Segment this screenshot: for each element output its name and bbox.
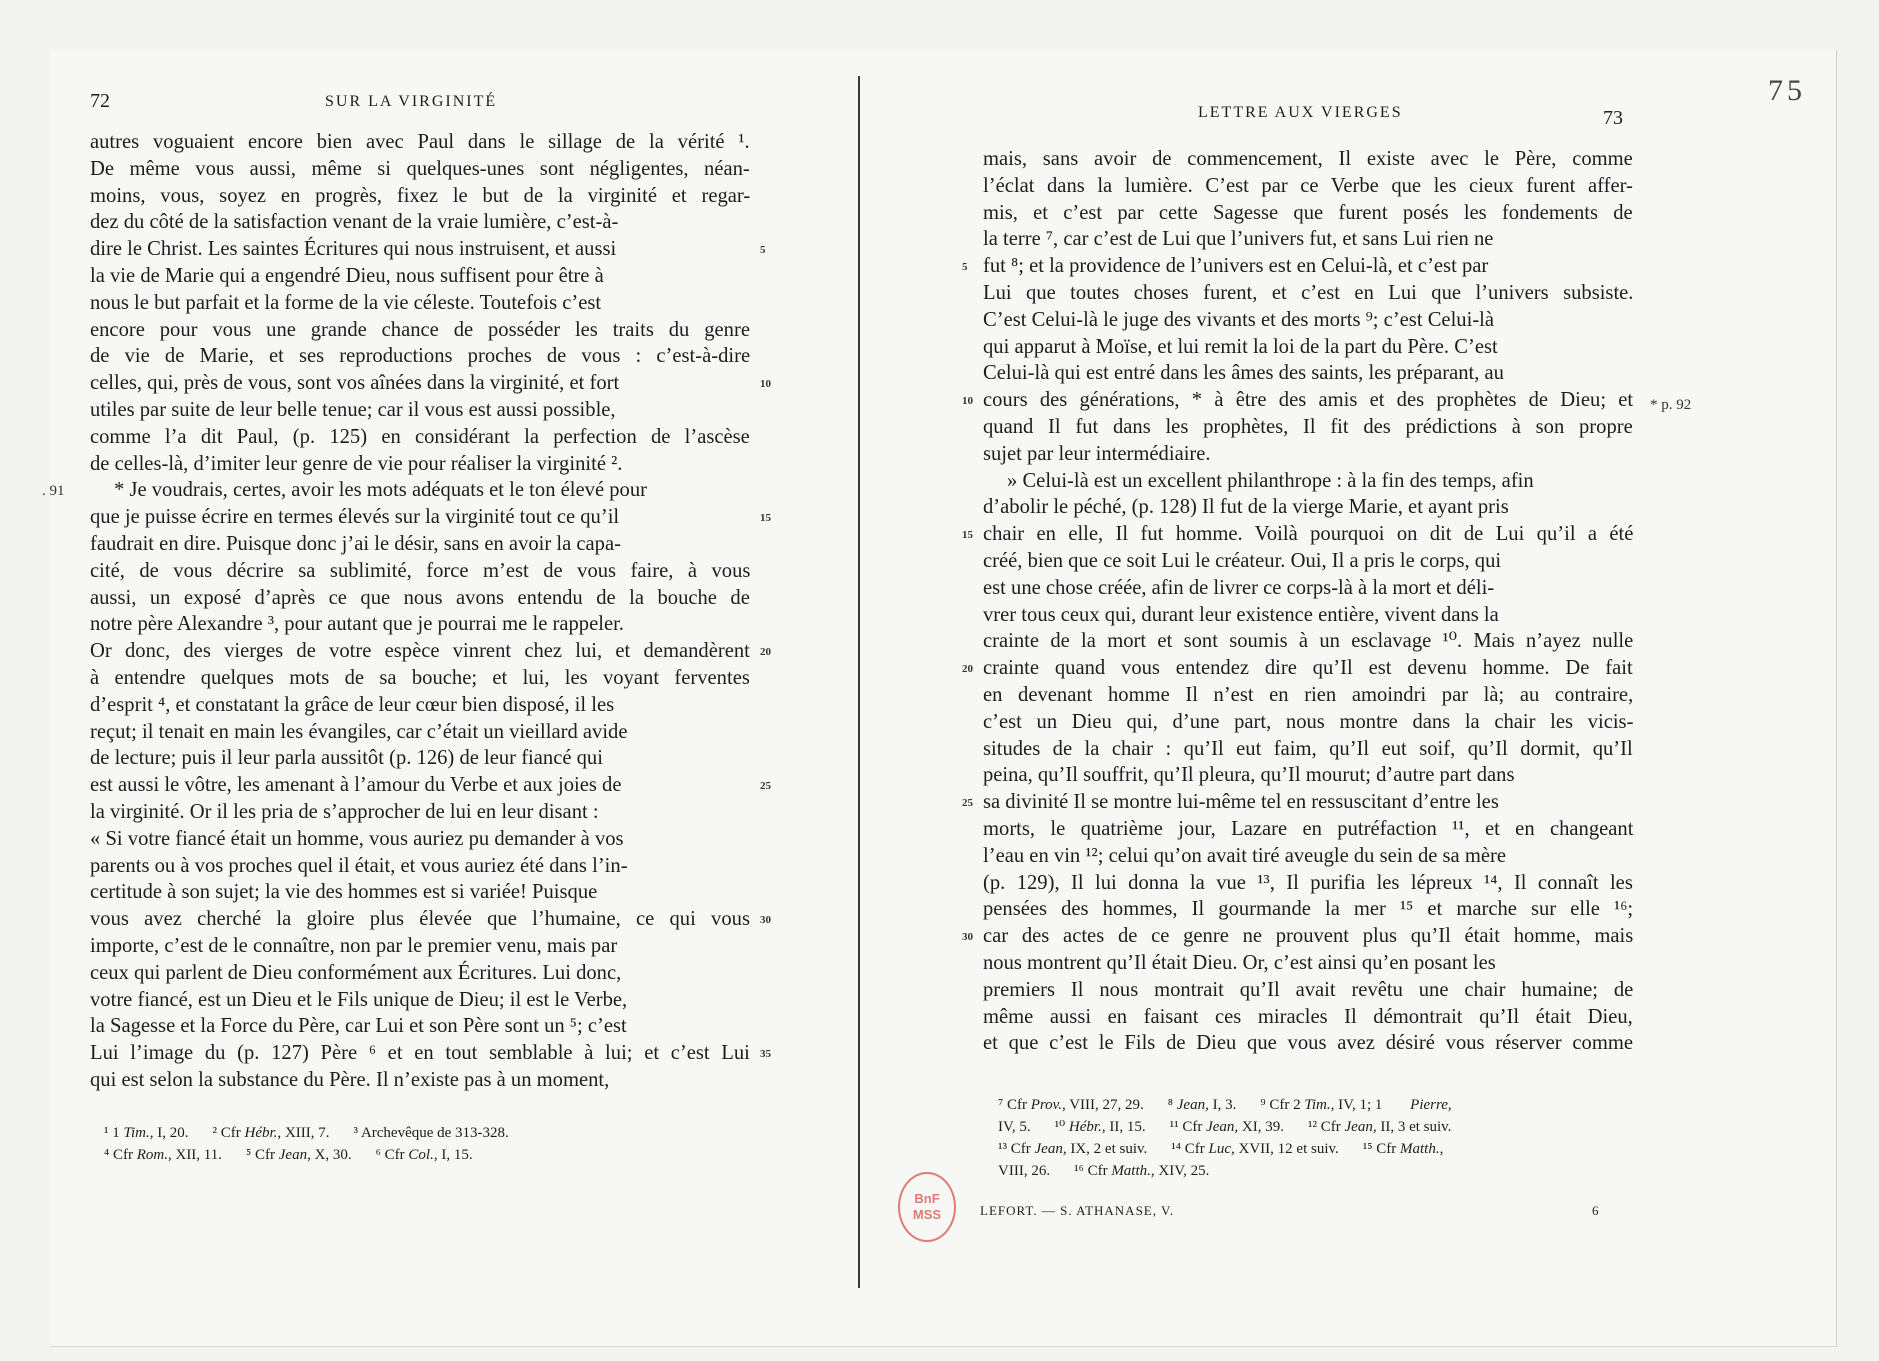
footnote-text: Cfr <box>1182 1119 1207 1135</box>
footnote <box>998 1097 1144 1113</box>
footnote-book: Jean, <box>1034 1141 1067 1157</box>
footnote-text: Cfr <box>1184 1141 1209 1157</box>
footnote-book: Matth., <box>1400 1141 1444 1157</box>
footnote-marker: ³ <box>353 1125 361 1141</box>
footnote-line <box>104 1144 533 1166</box>
text-line: car des actes de ce genre ne prouvent plus qu’Il était homme, mais <box>983 925 1634 948</box>
footnote-marker: ⁶ <box>375 1147 385 1163</box>
text-line: notre père Alexandre ³, pour autant que je pourrai me le rappeler. <box>90 613 624 636</box>
footnote-ref: XIII, 7. <box>281 1125 330 1141</box>
footnote <box>998 1119 1031 1135</box>
text-line: Or donc, des vierges de votre espèce vinrent chez lui, et demandèrent <box>90 640 750 663</box>
text-line: qui est selon la substance du Père. Il n’existe pas à un moment, <box>90 1068 610 1091</box>
text-line: crainte quand vous entendez dire qu’Il est devenu homme. De fait <box>983 657 1633 680</box>
footnote <box>104 1147 222 1163</box>
stamp-line-1: BnF <box>914 1191 940 1206</box>
footnote-marker: ⁹ <box>1260 1097 1270 1113</box>
footnote-marker: ¹² <box>1308 1119 1321 1135</box>
footnote-ref: IX, 2 et suiv. <box>1066 1141 1148 1157</box>
text-line: à entendre quelques mots de sa bouche; et lui, les voyant ferventes <box>90 666 750 689</box>
library-stamp <box>898 1172 956 1242</box>
text-line: sa divinité Il se montre lui-même tel en ressuscitant d’entre les <box>983 791 1499 814</box>
footnote-book: Rom., <box>136 1147 172 1163</box>
text-line: peina, qu’Il souffrit, qu’Il pleura, qu’Il mourut; d’autre part dans <box>983 764 1515 787</box>
text-line: chair en elle, Il fut homme. Voilà pourquoi on dit de Lui qu’il a été <box>983 523 1634 546</box>
footnote-ref: XVII, 12 et suiv. <box>1234 1141 1339 1157</box>
footnote <box>998 1141 1147 1157</box>
text-line: situdes de la chair : qu’Il eut faim, qu’Il eut soif, qu’Il dormit, qu’Il <box>983 737 1633 760</box>
text-line: cours des générations, * à être des amis et des prophètes de Dieu; et <box>983 389 1634 412</box>
footnote <box>354 1125 509 1141</box>
left-margin-ref: . 91 <box>42 483 65 499</box>
footnote <box>1168 1097 1237 1113</box>
text-line: * Je voudrais, certes, avoir les mots adéquats et le ton élevé pour <box>114 479 647 502</box>
text-line: vous avez cherché la gloire plus élevée que l’humaine, ce qui vous <box>90 908 750 931</box>
footnote-ref: VIII, 27, 29. <box>1065 1097 1144 1113</box>
line-number: 35 <box>760 1048 771 1061</box>
text-line: sujet par leur intermédiaire. <box>983 442 1211 465</box>
footnote-marker: ⁴ <box>104 1147 113 1163</box>
text-line: votre fiancé, est un Dieu et le Fils unique de Dieu; il est le Verbe, <box>90 988 628 1011</box>
footnote-marker: ¹ <box>104 1125 113 1141</box>
text-line: dire le Christ. Les saintes Écritures qui nous instruisent, et aussi <box>90 238 617 261</box>
footnote-book: Jean, <box>278 1147 311 1163</box>
footnote-ref: I, 15. <box>437 1147 473 1163</box>
line-number: 25 <box>962 797 973 810</box>
text-line: utiles par suite de leur belle tenue; car il vous est aussi possible, <box>90 398 616 421</box>
line-number: 10 <box>962 395 973 408</box>
text-line: Lui l’image du (p. 127) Père ⁶ et en tout semblable à lui; et c’est Lui <box>90 1042 750 1065</box>
text-line: créé, bien que ce soit Lui le créateur. Oui, Il a pris le corps, qui <box>983 549 1502 572</box>
footnote-line <box>998 1138 1476 1160</box>
text-line: même aussi en faisant ces miracles Il démontrait qu’Il était Dieu, <box>983 1005 1633 1028</box>
text-line: certitude à son sujet; la vie des hommes est si variée! Puisque <box>90 881 598 904</box>
text-line: moins, vous, soyez en progrès, fixez le but de la virginité et regar- <box>90 184 751 207</box>
footnote <box>1410 1097 1452 1113</box>
text-line: premiers Il nous montrait qu’Il avait revêtu une chair humaine; de <box>983 978 1634 1001</box>
text-line: cité, de vous décrire sa sublimité, force m’est de vous faire, à vous <box>90 559 751 582</box>
footnote <box>1171 1141 1339 1157</box>
text-line: fut ⁸; et la providence de l’univers est en Celui-là, et c’est par <box>983 255 1489 278</box>
line-number: 25 <box>760 780 771 793</box>
text-line: De même vous aussi, même si quelques-unes sont négligentes, néan- <box>90 157 750 180</box>
footnote-text: Cfr <box>220 1125 245 1141</box>
text-line: de vie de Marie, et ses reproductions proches de vous : c’est-à-dire <box>90 345 751 368</box>
footnote-marker: ² <box>212 1125 221 1141</box>
text-line: la Sagesse et la Force du Père, car Lui et son Père sont un ⁵; c’est <box>90 1015 627 1038</box>
footnote-ref: II, 15. <box>1105 1119 1146 1135</box>
text-line: et que c’est le Fils de Dieu que vous avez désiré vous réserver comme <box>983 1032 1633 1055</box>
text-line: comme l’a dit Paul, (p. 125) en considérant la perfection de l’ascèse <box>90 425 750 448</box>
footnote <box>1308 1119 1451 1135</box>
footnote-ref: I, 3. <box>1208 1097 1237 1113</box>
footnote-line <box>998 1094 1476 1116</box>
footnote <box>998 1163 1050 1179</box>
text-line: de celles-là, d’imiter leur genre de vie pour réaliser la virginité ². <box>90 452 623 475</box>
text-line: l’éclat dans la lumière. C’est par ce Verbe que les cieux furent affer- <box>983 174 1633 197</box>
footnote-ref: IV, 1; 1 <box>1334 1097 1387 1113</box>
stamp-line-2: MSS <box>912 1207 942 1222</box>
footnote-book: Jean, <box>1176 1097 1209 1113</box>
text-line: la terre ⁷, car c’est de Lui que l’univers fut, et sans Lui rien ne <box>983 228 1494 251</box>
footnote-text: Cfr <box>384 1147 409 1163</box>
footnote <box>1260 1097 1386 1113</box>
text-line: de lecture; puis il leur parla aussitôt (p. 126) de leur fiancé qui <box>90 747 603 770</box>
text-line: d’esprit ⁴, et constatant la grâce de leur cœur bien disposé, il les <box>90 693 615 716</box>
line-number: 30 <box>962 931 973 944</box>
text-line: reçut; il tenait en main les évangiles, car c’était un vieillard avide <box>90 720 628 743</box>
line-number: 5 <box>962 261 968 274</box>
line-number: 20 <box>962 663 973 676</box>
footnote-book: Luc, <box>1208 1141 1235 1157</box>
text-line: vrer tous ceux qui, durant leur existence entière, vivent dans la <box>983 603 1499 626</box>
text-line: autres voguaient encore bien avec Paul dans le sillage de la vérité ¹. <box>90 131 750 153</box>
footnote-book: Tim., <box>1304 1097 1335 1113</box>
footnote <box>1074 1163 1209 1179</box>
footnote-text: Cfr <box>255 1147 279 1163</box>
right-running-title: LETTRE AUX VIERGES <box>1198 104 1403 121</box>
footnote <box>104 1125 189 1141</box>
footnote-text: Cfr <box>1006 1097 1031 1113</box>
text-line: faudrait en dire. Puisque donc j’ai le désir, sans en avoir la capa- <box>90 532 621 555</box>
text-line: la virginité. Or il les pria de s’approcher de lui en leur disant : <box>90 800 599 823</box>
line-number: 15 <box>962 529 973 542</box>
footnote-book: Tim., <box>123 1125 154 1141</box>
footnote <box>1055 1119 1146 1135</box>
footnote-book: Hébr., <box>244 1125 282 1141</box>
footnote-marker: ¹⁴ <box>1171 1141 1185 1157</box>
text-line: est aussi le vôtre, les amenant à l’amour du Verbe et aux joies de <box>90 774 622 797</box>
footnote-marker: ¹⁵ <box>1362 1141 1377 1157</box>
text-line: Celui-là qui est entré dans les âmes des saints, les préparant, au <box>983 362 1504 385</box>
text-line: Lui que toutes choses furent, et c’est en Lui que l’univers subsiste. <box>983 281 1634 304</box>
text-line: morts, le quatrième jour, Lazare en putréfaction ¹¹, et en changeant <box>983 817 1634 840</box>
left-page-number: 72 <box>90 90 110 112</box>
footnote-marker: ⁷ <box>998 1097 1007 1113</box>
text-line: l’eau en vin ¹²; celui qu’on avait tiré aveugle du sein de sa mère <box>983 844 1506 867</box>
line-number: 20 <box>760 646 771 659</box>
footnote-book: Prov., <box>1030 1097 1066 1113</box>
footnote-text: Cfr 2 <box>1269 1097 1305 1113</box>
text-line: mis, et c’est par cette Sagesse que furent posés les fondements de <box>983 201 1633 224</box>
footnote-marker: ⁸ <box>1167 1097 1177 1113</box>
footnote-text: Cfr <box>1320 1119 1345 1135</box>
text-line: nous le but parfait et la forme de la vie céleste. Toutefois c’est <box>90 291 602 314</box>
footnote <box>1363 1141 1444 1157</box>
footnote-marker: ¹⁶ <box>1074 1163 1088 1179</box>
footnote-book: Matth., <box>1111 1163 1155 1179</box>
text-line: crainte de la mort et sont soumis à un esclavage ¹⁰. Mais n’ayez nulle <box>983 630 1634 653</box>
text-line: nous montrent qu’Il était Dieu. Or, c’est ainsi qu’en posant les <box>983 951 1496 974</box>
right-page-number: 73 <box>1603 107 1623 129</box>
text-line: celles, qui, près de vous, sont vos aînées dans la virginité, et fort <box>90 372 620 395</box>
footnote-ref: XI, 39. <box>1238 1119 1284 1135</box>
footnote-ref: II, 3 et suiv. <box>1376 1119 1452 1135</box>
footnote-line <box>998 1116 1476 1138</box>
text-line: quand Il fut dans les prophètes, Il fit des prédictions à son propre <box>983 415 1633 438</box>
line-number: 30 <box>760 914 771 927</box>
footnote-marker: ¹¹ <box>1169 1119 1183 1135</box>
footnote <box>376 1147 473 1163</box>
footnote-ref: XIV, 25. <box>1154 1163 1210 1179</box>
footer-signature: LEFORT. — S. ATHANASE, V. <box>980 1203 1174 1218</box>
footnote-marker: ⁵ <box>246 1147 255 1163</box>
text-line: (p. 129), Il lui donna la vue ¹³, Il purifia les lépreux ¹⁴, Il connaît les <box>983 871 1633 894</box>
text-line: pensées des hommes, Il gourmande la mer ¹⁵ et marche sur elle ¹⁶; <box>983 898 1634 921</box>
footnote <box>246 1147 352 1163</box>
text-line: » Celui-là est un excellent philanthrope : à la fin des temps, afin <box>1007 469 1534 492</box>
text-line: « Si votre fiancé était un homme, vous auriez pu demander à vos <box>90 827 624 850</box>
footnote <box>213 1125 330 1141</box>
footnote-text: Cfr <box>1376 1141 1400 1157</box>
text-line: encore pour vous une grande chance de posséder les traits du genre <box>90 318 750 341</box>
footnote-text: VIII, 26. <box>998 1163 1051 1179</box>
footnote <box>1170 1119 1284 1135</box>
text-line: C’est Celui-là le juge des vivants et des morts ⁹; c’est Celui-là <box>983 308 1495 331</box>
text-line: importe, c’est de le connaître, non par le premier venu, mais par <box>90 934 618 957</box>
folio-number: 75 <box>1768 74 1806 107</box>
footnote-book: Jean, <box>1344 1119 1377 1135</box>
text-line: dez du côté de la satisfaction venant de la vraie lumière, c’est-à- <box>90 211 619 234</box>
text-line: que je puisse écrire en termes élevés sur la virginité tout ce qu’il <box>90 506 620 529</box>
text-line: la vie de Marie qui a engendré Dieu, nous suffisent pour être à <box>90 264 604 287</box>
footnote-ref: I, 20. <box>153 1125 189 1141</box>
footnote-book: Jean, <box>1206 1119 1239 1135</box>
text-line: est une chose créée, afin de livrer ce corps-là à la mort et déli- <box>983 576 1495 599</box>
footnote-text: 1 <box>112 1125 124 1141</box>
left-running-title: SUR LA VIRGINITÉ <box>325 93 498 110</box>
footnote-text: Cfr <box>1087 1163 1112 1179</box>
line-number: 5 <box>760 244 766 257</box>
footnote-marker: ¹⁰ <box>1054 1119 1069 1135</box>
footnote-text: Cfr <box>1010 1141 1035 1157</box>
footnote-line <box>998 1160 1476 1182</box>
text-line: aussi, un exposé d’après ce que nous avons entendu de la bouche de <box>90 586 750 609</box>
footnote-ref: XII, 11. <box>171 1147 223 1163</box>
footnote-text: Archevêque de 313-328. <box>360 1125 509 1141</box>
footnote-book: Hébr., <box>1068 1119 1106 1135</box>
footnote-ref: X, 30. <box>310 1147 352 1163</box>
line-number: 15 <box>760 512 771 525</box>
gutter-line <box>858 76 860 1288</box>
text-line: mais, sans avoir de commencement, Il existe avec le Père, comme <box>983 148 1633 170</box>
footnote-book: Pierre, <box>1410 1097 1452 1113</box>
footnote-book: Col., <box>408 1147 438 1163</box>
text-line: ceux qui parlent de Dieu conformément aux Écritures. Lui donc, <box>90 961 622 984</box>
footer-sheet-number: 6 <box>1592 1203 1600 1218</box>
text-line: c’est un Dieu qui, d’une part, nous montre dans la chair les vicis- <box>983 710 1634 733</box>
text-line: parents ou à vos proches quel il était, et vous auriez été dans l’in- <box>90 854 628 877</box>
line-number: 10 <box>760 378 771 391</box>
right-page-body <box>983 146 1633 1057</box>
footnote-line <box>104 1122 533 1144</box>
left-footnotes <box>104 1122 533 1166</box>
right-margin-ref: * p. 92 <box>1650 397 1692 413</box>
footnote-marker: ¹³ <box>998 1141 1011 1157</box>
text-line: d’abolir le péché, (p. 128) Il fut de la vierge Marie, et ayant pris <box>983 496 1509 519</box>
text-line: qui apparut à Moïse, et lui remit la loi de la part du Père. C’est <box>983 335 1498 358</box>
text-line: en devenant homme Il n’est en rien amoindri par là; au contraire, <box>983 683 1634 706</box>
footnote-text: Cfr <box>112 1147 137 1163</box>
left-page-body <box>90 129 750 1094</box>
right-footnotes <box>998 1094 1476 1182</box>
footnote-text: IV, 5. <box>998 1119 1031 1135</box>
